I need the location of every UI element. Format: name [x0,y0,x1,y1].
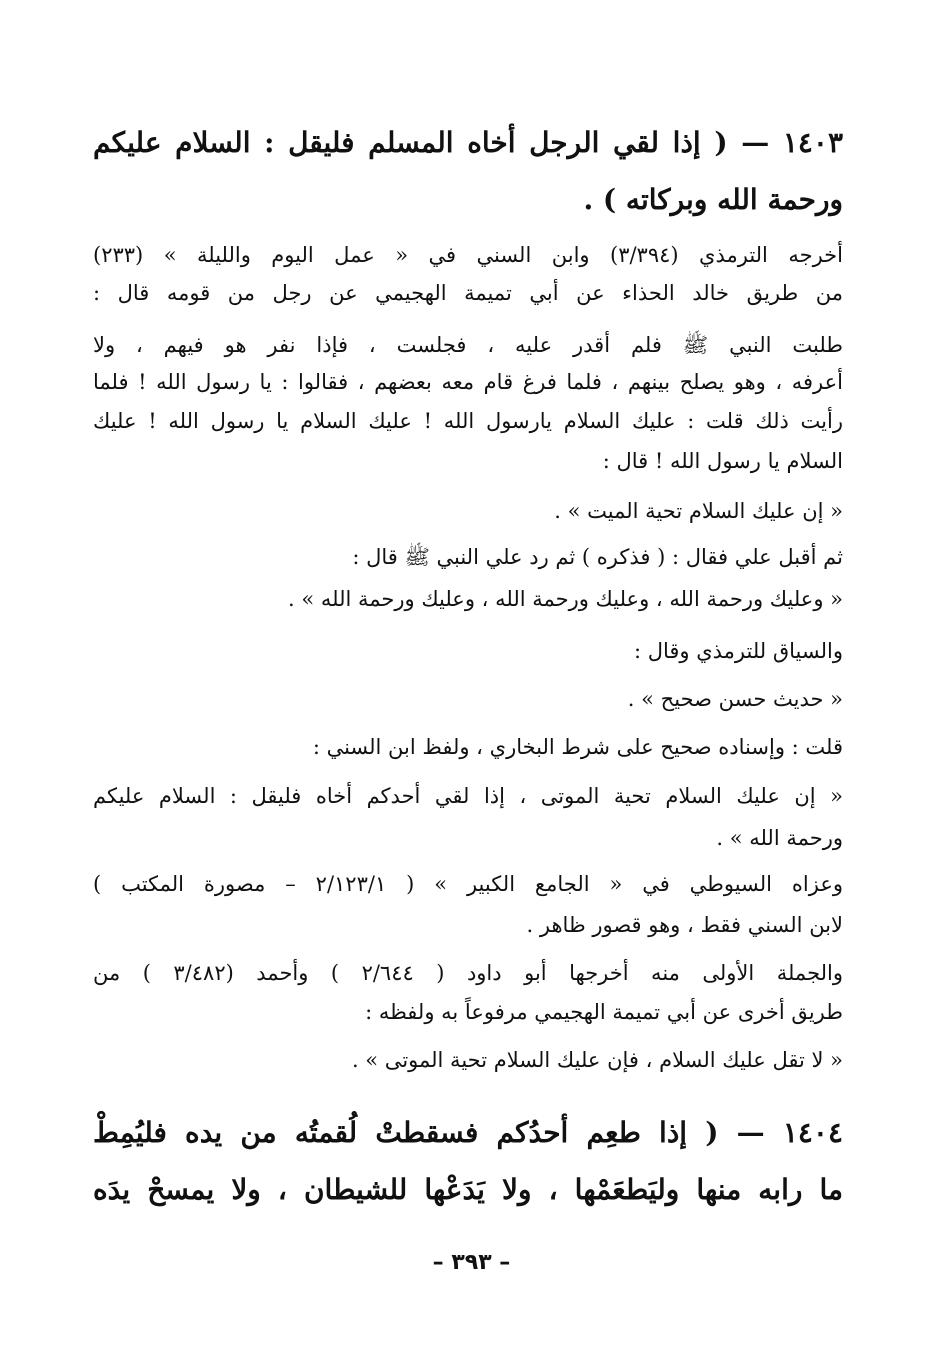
hadith-1404-line-2: ما رابه منها وليَطعَمْها ، ولا يَدَعْها للشيطان ، ولا يمسحْ يدَه [93,1173,843,1206]
commentary-line-16: لابن السني فقط ، وهو قصور ظاهر . [526,913,843,937]
commentary-line-12: قلت : وإسناده صحيح على شرط البخاري ، ولفظ ابن السني : [312,735,843,759]
commentary-line-15: وعزاه السيوطي في « الجامع الكبير » ( ٢/١٢٣/١ – مصورة المكتب ) [93,872,843,896]
page-number: – ٣٩٣ – [432,1250,511,1275]
commentary-line-18: طريق أخرى عن أبي تميمة الهجيمي مرفوعاً به ولفظه : [365,1000,843,1024]
commentary-line-1: أخرجه الترمذي (٣/٣٩٤) وابن السني في « عمل اليوم والليلة » (٢٣٣) [93,243,843,267]
commentary-line-17: والجملة الأولى منه أخرجها أبو داود ( ٢/٦٤٤ ) وأحمد (٣/٤٨٢ ) من [93,961,844,985]
commentary-line-8: ثم أقبل علي فقال : ( فذكره ) ثم رد علي النبي ﷺ قال : [352,545,843,569]
commentary-line-10: والسياق للترمذي وقال : [633,639,843,663]
quote-line-4-end: ورحمة الله » . [716,826,843,850]
commentary-line-6: السلام يا رسول الله ! قال : [602,449,843,473]
commentary-line-4: أعرفه ، وهو يصلح بينهم ، فلما فرغ قام معه بعضهم ، فقالوا : يا رسول الله ! فلما [93,370,843,394]
quote-line-3: « حديث حسن صحيح » . [627,687,843,711]
quote-line-1: « إن عليك السلام تحية الميت » . [554,499,843,523]
quote-line-2: « وعليك ورحمة الله ، وعليك ورحمة الله ، وعليك ورحمة الله » . [287,587,843,611]
commentary-line-5: رأيت ذلك قلت : عليك السلام يارسول الله ! عليك السلام يا رسول الله ! عليك [93,409,843,433]
quote-line-5: « لا تقل عليك السلام ، فإن عليك السلام تحية الموتى » . [351,1048,843,1072]
hadith-1404-line-1: ١٤٠٤ — ( إذا طعِم أحدُكم فسقطتْ لُقمتُه من يده فليُمِطْ [93,1116,843,1149]
commentary-line-2: من طريق خالد الحذاء عن أبي تميمة الهجيمي عن رجل من قومه قال : [93,281,843,305]
hadith-1403-line-2: ورحمة الله وبركاته ) . [583,183,843,216]
commentary-line-3: طلبت النبي ﷺ فلم أقدر عليه ، فجلست ، فإذا نفر هو فيهم ، ولا [93,333,843,357]
hadith-1403-line-1: ١٤٠٣ — ( إذا لقي الرجل أخاه المسلم فليقل : السلام عليكم [93,126,843,159]
quote-line-4: « إن عليك السلام تحية الموتى ، إذا لقي أحدكم أخاه فليقل : السلام عليكم [93,784,843,808]
